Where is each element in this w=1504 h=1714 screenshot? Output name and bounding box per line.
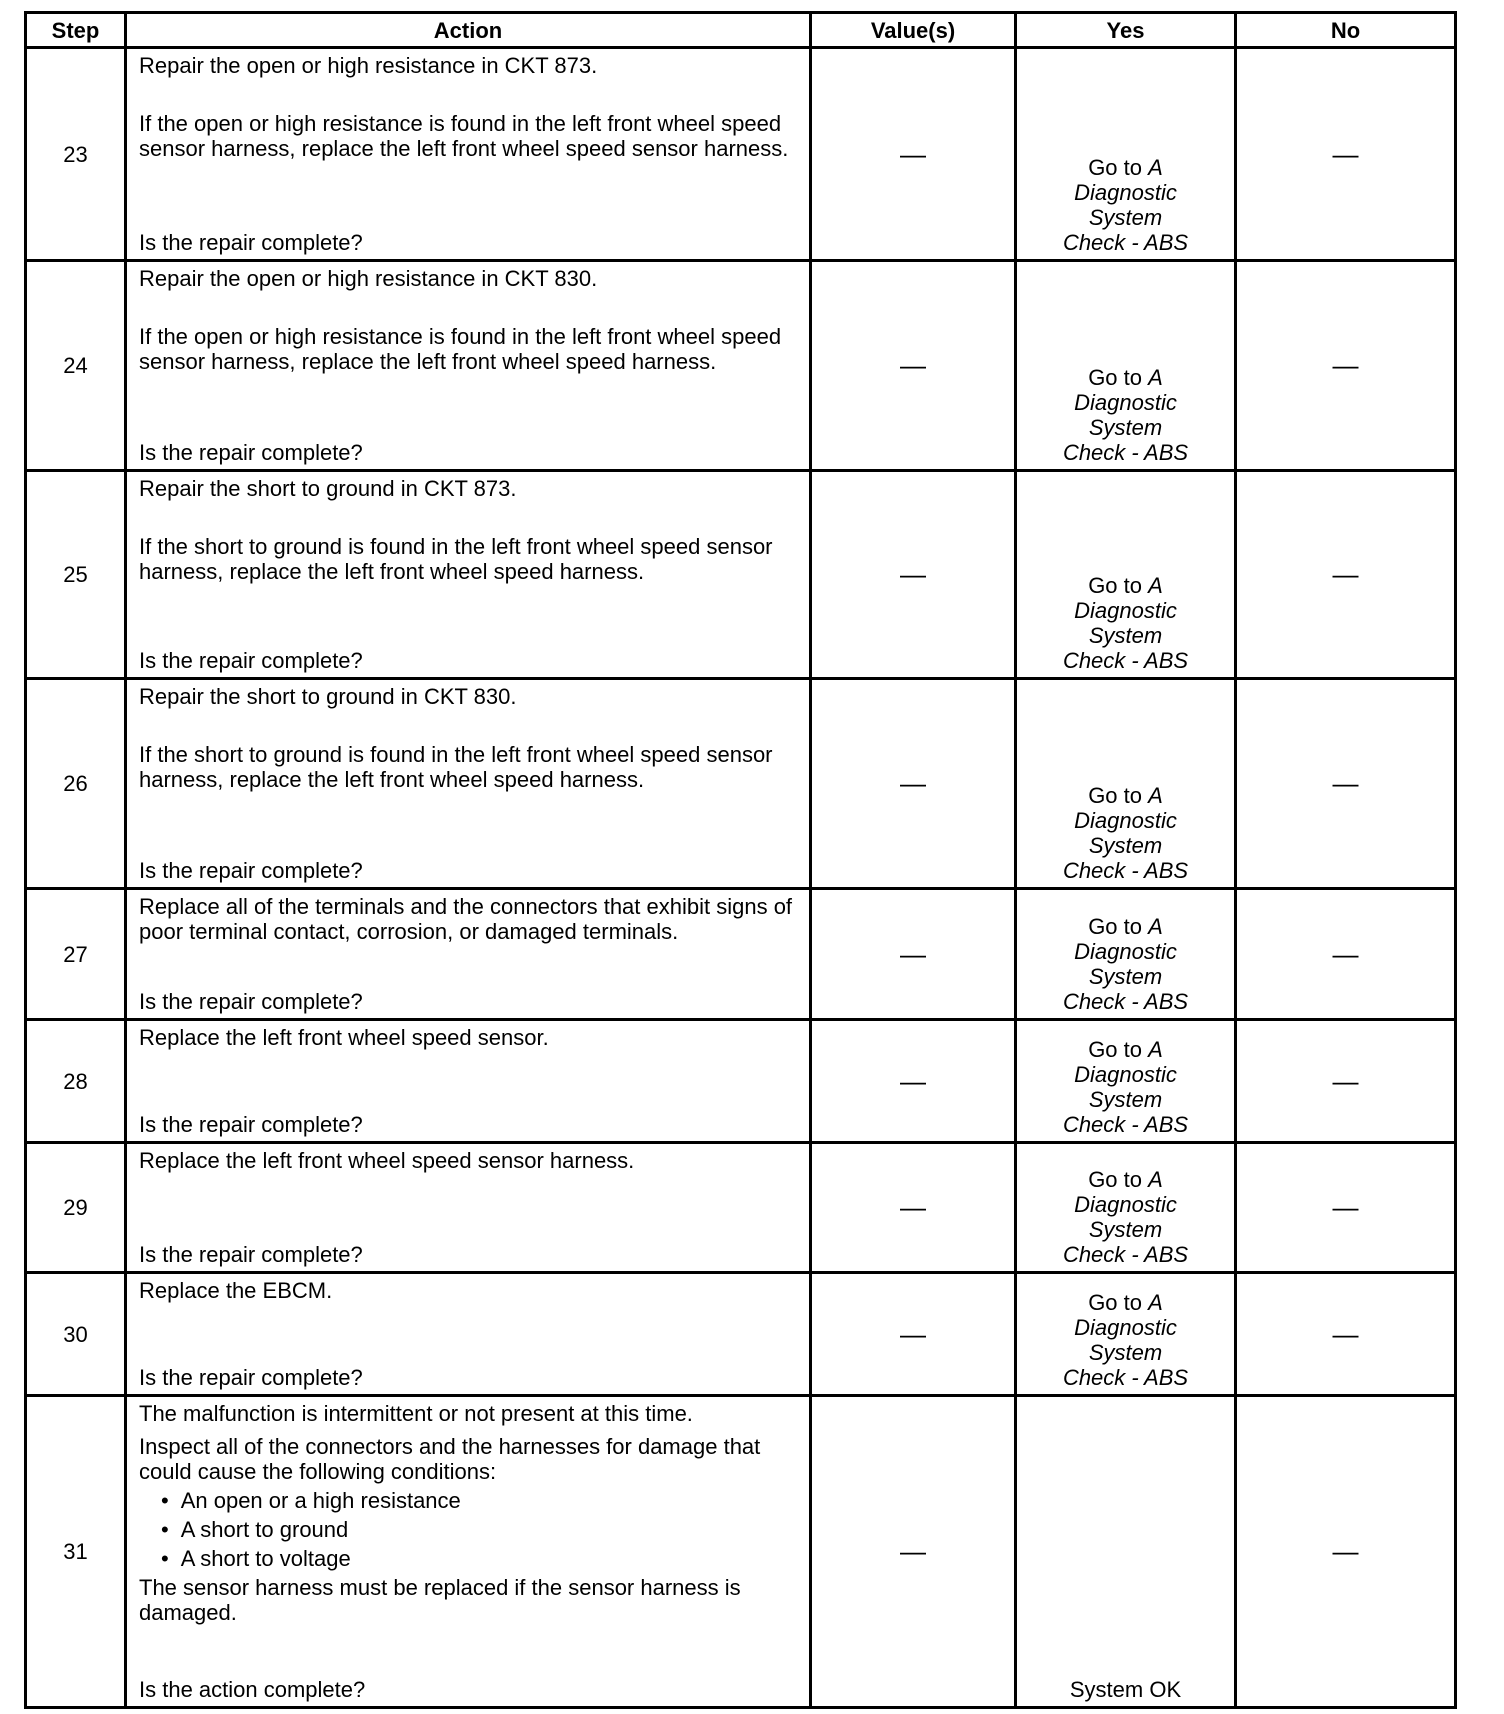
value-cell: — <box>811 1396 1016 1708</box>
table-row <box>26 679 1456 889</box>
action-cell <box>126 471 811 679</box>
header-yes: Yes <box>1016 13 1236 48</box>
action-cell <box>126 1020 811 1143</box>
value-cell: — <box>811 1143 1016 1273</box>
step-number: 24 <box>26 261 126 471</box>
value-cell: — <box>811 261 1016 471</box>
table-row <box>26 889 1456 1020</box>
yes-cell[interactable]: Go to A Diagnostic System Check - ABS <box>1016 261 1236 471</box>
no-cell: — <box>1236 1020 1456 1143</box>
action-text: If the open or high resistance is found in the left front wheel speed sensor harness, replace the left front wheel speed sensor harness. <box>139 111 789 161</box>
action-question: Is the repair complete? <box>139 989 363 1014</box>
header-step: Step <box>26 13 126 48</box>
header-values: Value(s) <box>811 13 1016 48</box>
yes-cell[interactable] <box>1016 1396 1236 1708</box>
no-cell: — <box>1236 1273 1456 1396</box>
action-question: Is the repair complete? <box>139 230 363 255</box>
action-text: Replace the left front wheel speed sensor. <box>139 1025 549 1050</box>
table-row <box>26 1396 1456 1708</box>
list-item: • A short to voltage <box>183 1546 799 1571</box>
action-question: Is the repair complete? <box>139 1112 363 1137</box>
no-cell: — <box>1236 889 1456 1020</box>
action-cell <box>126 1143 811 1273</box>
list-item: • A short to ground <box>183 1517 799 1542</box>
no-cell: — <box>1236 261 1456 471</box>
step-number: 28 <box>26 1020 126 1143</box>
yes-cell[interactable]: Go to A Diagnostic System Check - ABS <box>1016 889 1236 1020</box>
no-cell: — <box>1236 1396 1456 1708</box>
no-cell: — <box>1236 1143 1456 1273</box>
step-number: 26 <box>26 679 126 889</box>
step-number: 23 <box>26 48 126 261</box>
action-text: If the short to ground is found in the left front wheel speed sensor harness, replace the left front wheel speed harness. <box>139 742 773 792</box>
action-text: Replace the EBCM. <box>139 1278 333 1303</box>
yes-cell[interactable]: Go to A Diagnostic System Check - ABS <box>1016 471 1236 679</box>
table-row <box>26 48 1456 261</box>
action-text: Repair the short to ground in CKT 830. <box>139 684 517 709</box>
value-cell: — <box>811 1020 1016 1143</box>
yes-cell[interactable]: Go to A Diagnostic System Check - ABS <box>1016 1273 1236 1396</box>
action-cell <box>126 889 811 1020</box>
action-text: Replace all of the terminals and the connectors that exhibit signs of poor terminal contact, corrosion, or damaged terminals. <box>139 894 793 944</box>
action-cell <box>126 1273 811 1396</box>
header-no: No <box>1236 13 1456 48</box>
value-cell: — <box>811 471 1016 679</box>
action-text: If the short to ground is found in the left front wheel speed sensor harness, replace the left front wheel speed harness. <box>139 534 773 584</box>
action-text: Inspect all of the connectors and the harnesses for damage that could cause the following conditions: <box>139 1434 761 1484</box>
action-text: Repair the open or high resistance in CKT 830. <box>139 266 598 291</box>
header-action: Action <box>126 13 811 48</box>
table-row <box>26 261 1456 471</box>
value-cell: — <box>811 679 1016 889</box>
step-number: 29 <box>26 1143 126 1273</box>
yes-cell[interactable]: Go to A Diagnostic System Check - ABS <box>1016 48 1236 261</box>
no-cell: — <box>1236 48 1456 261</box>
yes-cell[interactable]: Go to A Diagnostic System Check - ABS <box>1016 679 1236 889</box>
yes-cell[interactable]: Go to A Diagnostic System Check - ABS <box>1016 1020 1236 1143</box>
table-row <box>26 1020 1456 1143</box>
action-cell <box>126 1396 811 1708</box>
table-row <box>26 1273 1456 1396</box>
action-text: Repair the open or high resistance in CKT 873. <box>139 53 598 78</box>
yes-result: System OK <box>1069 1677 1182 1702</box>
action-cell <box>126 261 811 471</box>
action-question: Is the repair complete? <box>139 440 363 465</box>
action-text: The sensor harness must be replaced if the sensor harness is damaged. <box>139 1575 741 1625</box>
action-text: The malfunction is intermittent or not present at this time. <box>139 1401 693 1426</box>
condition-list <box>139 1488 799 1571</box>
action-question: Is the repair complete? <box>139 1242 363 1267</box>
action-text: Replace the left front wheel speed sensor harness. <box>139 1148 635 1173</box>
action-cell <box>126 48 811 261</box>
value-cell: — <box>811 1273 1016 1396</box>
step-number: 25 <box>26 471 126 679</box>
action-question: Is the repair complete? <box>139 858 363 883</box>
table-row <box>26 1143 1456 1273</box>
table-row <box>26 471 1456 679</box>
value-cell: — <box>811 48 1016 261</box>
action-question: Is the action complete? <box>139 1677 366 1702</box>
no-cell: — <box>1236 471 1456 679</box>
list-item: • An open or a high resistance <box>183 1488 799 1513</box>
value-cell: — <box>811 889 1016 1020</box>
action-cell <box>126 679 811 889</box>
diagnostic-table <box>24 11 1457 1709</box>
action-text: Repair the short to ground in CKT 873. <box>139 476 517 501</box>
step-number: 27 <box>26 889 126 1020</box>
action-question: Is the repair complete? <box>139 1365 363 1390</box>
no-cell: — <box>1236 679 1456 889</box>
step-number: 30 <box>26 1273 126 1396</box>
action-text: If the open or high resistance is found in the left front wheel speed sensor harness, replace the left front wheel speed harness. <box>139 324 782 374</box>
step-number: 31 <box>26 1396 126 1708</box>
header-row <box>26 13 1456 48</box>
action-question: Is the repair complete? <box>139 648 363 673</box>
yes-cell[interactable]: Go to A Diagnostic System Check - ABS <box>1016 1143 1236 1273</box>
